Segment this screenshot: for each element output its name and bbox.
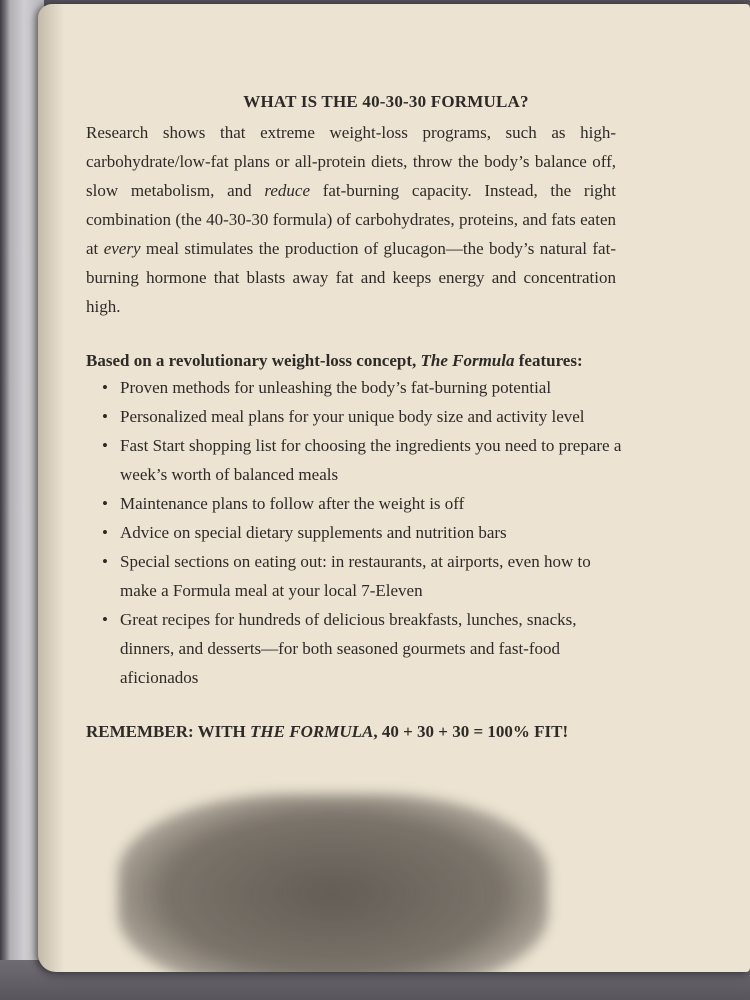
bullet-icon: •	[102, 378, 108, 397]
hand-shadow	[118, 794, 548, 972]
feature-item	[102, 431, 630, 489]
features-lead	[86, 351, 646, 371]
feature-text: Proven methods for unleashing the body’s fat-burning potential	[120, 378, 552, 397]
intro-text-3: meal stimulates the production of glucagon—the body’s natural fat-burning hormone that blasts away fat and keeps energy and concentration high.	[86, 239, 616, 316]
bullet-icon: •	[102, 494, 108, 513]
features-list	[86, 373, 646, 692]
feature-text: Personalized meal plans for your unique body size and activity level	[120, 407, 585, 426]
lead-text-before: Based on a revolutionary weight-loss concept,	[86, 351, 421, 370]
section-heading: WHAT IS THE 40-30-30 FORMULA?	[243, 92, 529, 111]
intro-emphasis-reduce: reduce	[264, 181, 310, 200]
feature-item	[102, 518, 630, 547]
book-page	[38, 4, 750, 972]
remember-text-before: REMEMBER: WITH	[86, 722, 251, 741]
intro-text-1: Research shows that extreme weight-loss programs, such as high-carbohydrate/low-fat plans or all-protein diets, throw the body’s balance off, slow metabolism, and	[86, 123, 616, 200]
remember-text-after: , 40 + 30 + 30 = 100% FIT!	[373, 722, 569, 741]
feature-item	[102, 489, 630, 518]
cover-edge-shadow	[0, 0, 10, 1000]
remember-book-title: THE FORMULA	[250, 722, 374, 741]
feature-item	[102, 402, 630, 431]
feature-text: Maintenance plans to follow after the weight is off	[120, 494, 465, 513]
feature-text: Special sections on eating out: in restaurants, at airports, even how to make a Formula meal at your local 7-Eleven	[120, 552, 591, 600]
bullet-icon: •	[102, 407, 108, 426]
feature-text: Great recipes for hundreds of delicious breakfasts, lunches, snacks, dinners, and desserts—for both seasoned gourmets and fast-food aficionados	[120, 610, 577, 687]
page-content	[86, 92, 646, 742]
intro-paragraph	[86, 118, 616, 321]
bullet-icon: •	[102, 610, 108, 629]
feature-text: Fast Start shopping list for choosing the ingredients you need to prepare a week’s worth of balanced meals	[120, 436, 622, 484]
lead-text-after: features:	[514, 351, 583, 370]
remember-line	[86, 722, 646, 742]
feature-item	[102, 373, 630, 402]
bullet-icon: •	[102, 552, 108, 571]
page-gutter-shade	[38, 4, 64, 972]
intro-text-2: fat-burning capacity. Instead, the right combination (the 40-30-30 formula) of carbohydrates, proteins, and fats eaten at	[86, 181, 617, 258]
lead-book-title: The Formula	[420, 351, 515, 370]
feature-item	[102, 547, 630, 605]
feature-item	[102, 605, 630, 692]
bullet-icon: •	[102, 436, 108, 455]
bullet-icon: •	[102, 523, 108, 542]
feature-text: Advice on special dietary supplements and nutrition bars	[120, 523, 507, 542]
intro-emphasis-every: every	[103, 239, 141, 258]
